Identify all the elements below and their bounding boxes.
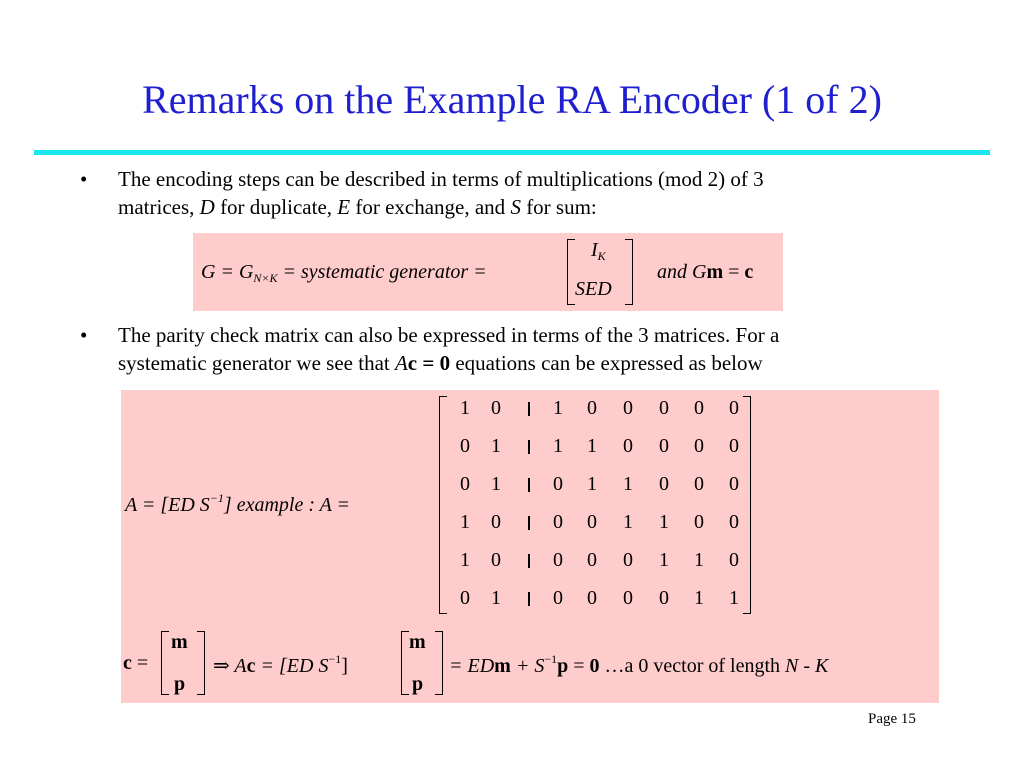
generator-equation-box (193, 233, 783, 311)
vector2-p: p (412, 673, 424, 695)
right-bracket (625, 239, 633, 305)
matrix-cell: 1 (659, 511, 669, 533)
matrix-cell: 0 (587, 587, 597, 609)
matrix-cell: 0 (659, 473, 669, 495)
parity-result: = EDm + $S^{-1}p = 0$ …a 0 vector of length N - K (449, 652, 829, 677)
matrix-cell: 0 (694, 473, 704, 495)
bullet-1-text (118, 165, 988, 221)
matrix-cell: 0 (491, 397, 501, 419)
left-bracket (567, 239, 575, 305)
matrix-cell: 1 (587, 473, 597, 495)
matrix-cell: 1 (694, 549, 704, 571)
matrix-cell: 0 (659, 435, 669, 457)
matrix-cell: 0 (460, 473, 470, 495)
matrix-cell: 0 (694, 511, 704, 533)
matrix-cell: 0 (491, 511, 501, 533)
identity-block: $I_K$ (591, 239, 606, 263)
vector2-left-bracket (401, 631, 409, 695)
matrix-cell: 1 (587, 435, 597, 457)
bullet-2-text (118, 321, 988, 377)
generator-lhs: $G = G_{N\times K}$ = systematic generator = (201, 261, 487, 285)
parity-lhs: A = [ED $S^{-1}$] example : A = (125, 491, 350, 516)
matrix-separator (528, 554, 530, 568)
matrix-cell: 0 (587, 397, 597, 419)
matrix-cell: 1 (460, 397, 470, 419)
c-definition: c = (123, 652, 149, 674)
matrix-separator (528, 478, 530, 492)
matrix-cell: 1 (491, 473, 501, 495)
matrix-cell: 0 (729, 511, 739, 533)
matrix-cell: 1 (623, 511, 633, 533)
vector2-right-bracket (435, 631, 443, 695)
matrix-cell: 0 (694, 397, 704, 419)
matrix-cell: 0 (460, 435, 470, 457)
matrix-cell: 0 (729, 435, 739, 457)
c-left-bracket (161, 631, 169, 695)
matrix-cell: 0 (729, 397, 739, 419)
matrix-cell: 0 (553, 587, 563, 609)
matrix-cell: 1 (553, 397, 563, 419)
matrix-cell: 1 (491, 435, 501, 457)
bullet-marker-2: • (80, 323, 88, 347)
matrix-cell: 0 (659, 397, 669, 419)
matrix-cell: 1 (659, 549, 669, 571)
sed-block: SED (575, 278, 612, 300)
matrix-cell: 0 (729, 473, 739, 495)
matrix-cell: 0 (553, 473, 563, 495)
vector-p: p (174, 673, 186, 695)
matrix-cell: 0 (460, 587, 470, 609)
vector-m: m (171, 631, 188, 653)
matrix-separator (528, 440, 530, 454)
matrix-cell: 0 (587, 511, 597, 533)
matrix-separator (528, 516, 530, 530)
page-number: Page 15 (868, 711, 916, 727)
matrix-right-bracket (743, 396, 751, 614)
slide-title: Remarks on the Example RA Encoder (1 of 2) (142, 77, 882, 122)
bullet-2-line1: The parity check matrix can also be expressed in terms of the 3 matrices. For a (118, 323, 780, 347)
matrix-cell: 1 (460, 511, 470, 533)
matrix-cell: 0 (694, 435, 704, 457)
matrix-cell: 0 (623, 587, 633, 609)
matrix-separator (528, 592, 530, 606)
parity-derivation: ⇒ Ac = [ED $S^{-1}$] (213, 652, 348, 677)
matrix-cell: 0 (491, 549, 501, 571)
bullet-marker-1: • (80, 167, 88, 191)
matrix-cell: 0 (553, 511, 563, 533)
matrix-cell: 1 (729, 587, 739, 609)
matrix-cell: 0 (659, 587, 669, 609)
matrix-cell: 1 (694, 587, 704, 609)
matrix-cell: 1 (460, 549, 470, 571)
matrix-cell: 0 (729, 549, 739, 571)
matrix-separator (528, 402, 530, 416)
c-right-bracket (197, 631, 205, 695)
matrix-cell: 0 (553, 549, 563, 571)
matrix-cell: 0 (587, 549, 597, 571)
title-divider (34, 150, 990, 155)
matrix-cell: 0 (623, 397, 633, 419)
matrix-cell: 0 (623, 435, 633, 457)
matrix-cell: 1 (623, 473, 633, 495)
matrix-cell: 0 (623, 549, 633, 571)
parity-check-box (121, 390, 939, 703)
bullet-1-line1: The encoding steps can be described in terms of multiplications (mod 2) of 3 (118, 167, 764, 191)
bullet-1-line2: matrices, D for duplicate, E for exchange, and S for sum: (118, 195, 597, 219)
matrix-cell: 1 (491, 587, 501, 609)
matrix-cell: 1 (553, 435, 563, 457)
generator-rhs: and Gm = c (657, 261, 754, 283)
vector2-m: m (409, 631, 426, 653)
bullet-2-line2: systematic generator we see that Ac = 0 equations can be expressed as below (118, 351, 763, 375)
matrix-left-bracket (439, 396, 447, 614)
